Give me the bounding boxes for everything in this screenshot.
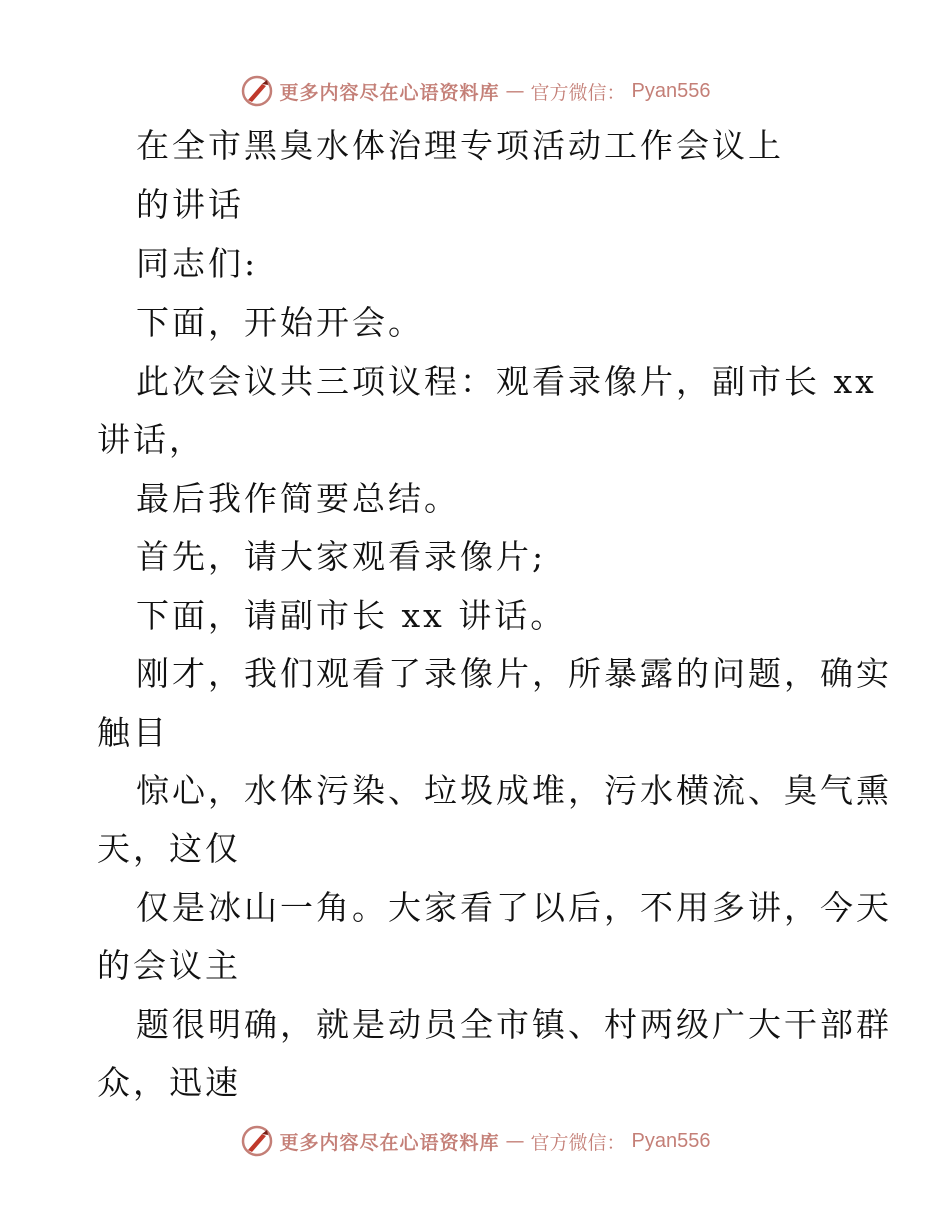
footer-watermark (0, 1121, 950, 1161)
watermark-separator: — (505, 80, 525, 102)
paragraph-line: 众，迅速 (97, 1063, 241, 1102)
quill-logo-icon (240, 1124, 274, 1158)
watermark-wechat-label: 官方微信： (530, 1131, 626, 1154)
watermark-wechat-label: 官方微信： (530, 81, 626, 104)
watermark-text: 更多内容尽在心语资料库 (279, 81, 500, 104)
title-line-2: 的讲话 (136, 185, 244, 224)
paragraph-line: 题很明确，就是动员全市镇、村两级广大干部群 (136, 1005, 892, 1044)
paragraph-line: 下面，开始开会。 (136, 303, 424, 342)
watermark-text: 更多内容尽在心语资料库 (279, 1131, 500, 1154)
paragraph-line: 首先，请大家观看录像片; (136, 537, 547, 576)
header-watermark (0, 71, 950, 111)
quill-logo-icon (240, 74, 274, 108)
watermark-wechat-id: Pyan556 (631, 79, 711, 102)
paragraph-line: 刚才，我们观看了录像片，所暴露的问题，确实 (136, 654, 892, 693)
watermark-separator: — (505, 1130, 525, 1152)
paragraph-line: 下面，请副市长 xx 讲话。 (136, 596, 567, 635)
paragraph-line: 的会议主 (97, 946, 241, 985)
paragraph-line: 仅是冰山一角。大家看了以后，不用多讲，今天 (136, 888, 892, 927)
paragraph-line: 触目 (97, 713, 169, 752)
paragraph-line: 讲话， (97, 420, 205, 459)
watermark-wechat-id: Pyan556 (631, 1129, 711, 1152)
paragraph-line: 此次会议共三项议程：观看录像片，副市长 xx (136, 362, 877, 401)
salutation: 同志们: (136, 244, 259, 283)
paragraph-line: 天，这仅 (97, 829, 241, 868)
paragraph-line: 惊心，水体污染、垃圾成堆，污水横流、臭气熏 (136, 771, 892, 810)
paragraph-line: 最后我作简要总结。 (136, 479, 460, 518)
title-line-1: 在全市黑臭水体治理专项活动工作会议上 (136, 126, 784, 165)
